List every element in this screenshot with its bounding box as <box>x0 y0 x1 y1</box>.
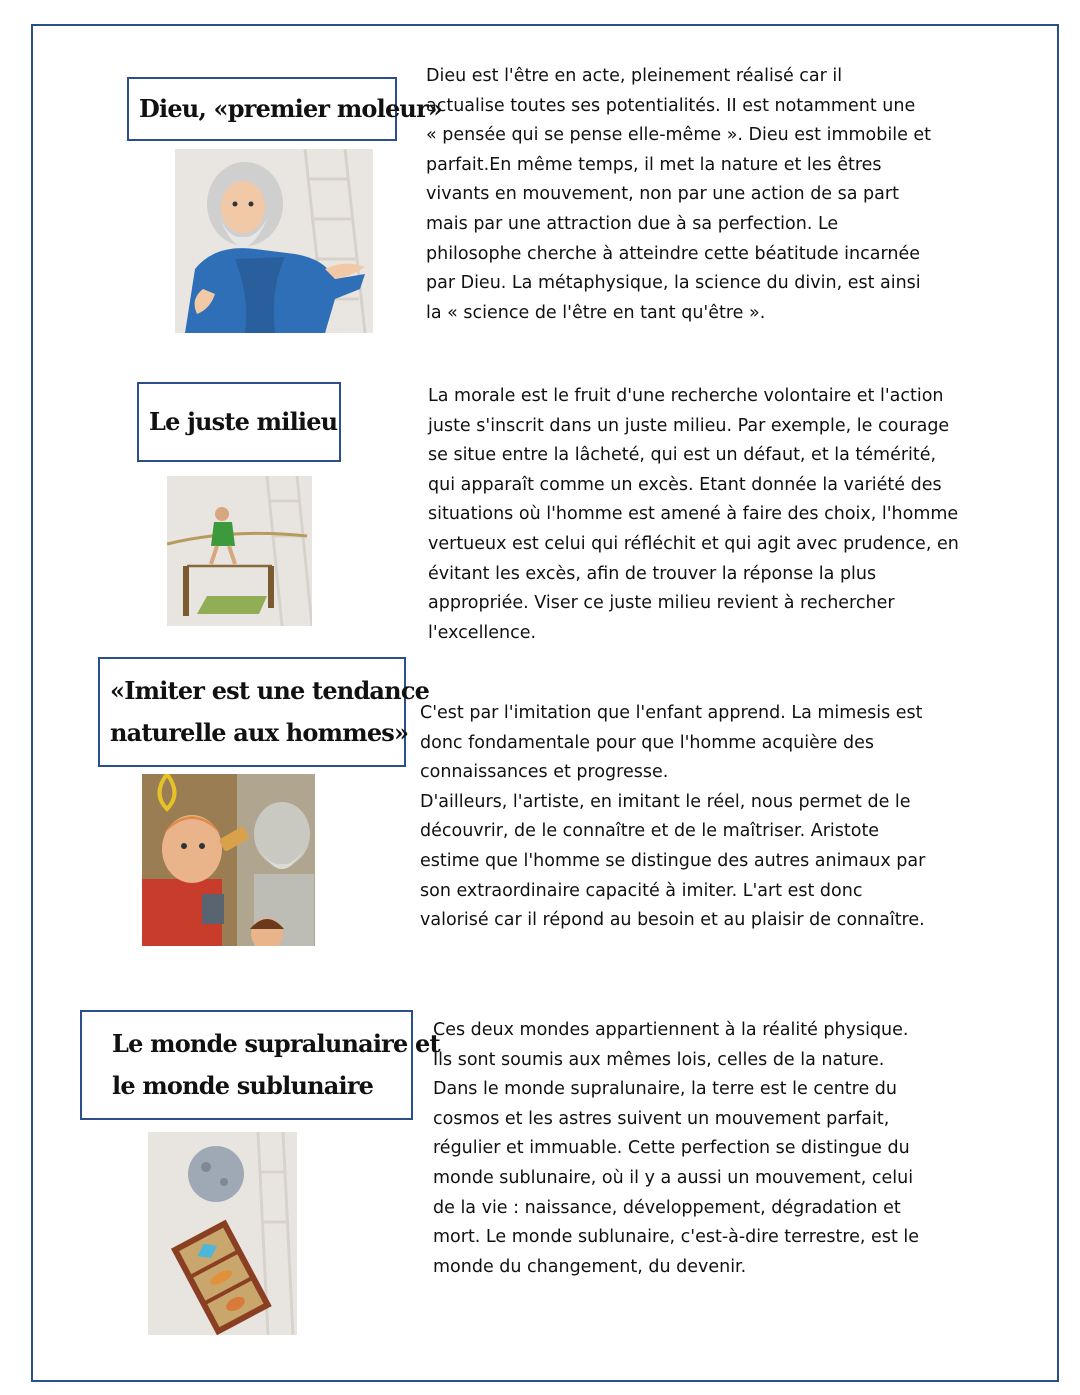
sculptor-bust-icon <box>142 774 315 946</box>
section-paragraph-mondes: Ces deux mondes appartiennent à la réalité physique. Ils sont soumis aux mêmes lois, celles de la nature. Dans le monde supralunaire, la terre est le centre du cosmos et les astres suivent un mouvement parfait, régulier et immuable. Cette perfection se distingue du monde sublunaire, où il y a aussi un mouvement, celui de la vie : naissance, développement, dégradation et mort. Le monde sublunaire, c'est-à-dire terrestre, est le monde du changement, du devenir. <box>433 1020 919 1277</box>
section-title-text: Dieu, «premier moleur» <box>139 94 443 123</box>
section-title-line: Le monde supralunaire et <box>112 1029 440 1058</box>
section-title-text: Le juste milieu <box>149 407 338 436</box>
section-title-mondes <box>80 1010 440 1120</box>
tightrope-walker-icon <box>167 476 312 626</box>
section-title-imiter <box>98 657 430 767</box>
section-paragraph-imiter: C'est par l'imitation que l'enfant apprend. La mimesis est donc fondamentale pour que l'homme acquière des connaissances et progresse. D'ailleurs, l'artiste, en imitant le réel, nous permet de le découvrir, de le connaître et de le maîtriser. Aristote estime que l'homme se distingue des autres animaux par son extraordinaire capacité à imiter. L'art est donc valorisé car il répond au besoin et au plaisir de connaître. <box>420 703 926 931</box>
section-paragraph-juste-milieu: La morale est le fruit d'une recherche volontaire et l'action juste s'inscrit dans un juste milieu. Par exemple, le courage se situe entre la lâcheté, qui est un défaut, et la témérité, qui apparaît comme un excès. Etant donnée la variété des situations où l'homme est amené à faire des choix, l'homme vertueux est celui qui réfléchit et qui agit avec prudence, en évitant les excès, afin de trouver la réponse la plus appropriée. Viser ce juste milieu revient à rechercher l'excellence. <box>428 386 959 643</box>
section-title-line: le monde sublunaire <box>112 1071 374 1100</box>
section-title-juste-milieu <box>137 382 341 462</box>
bearded-philosopher-icon <box>175 149 373 333</box>
section-title-line: «Imiter est une tendance <box>110 676 430 705</box>
section-title-line: naturelle aux hommes» <box>110 718 409 747</box>
section-paragraph-premier-moteur: Dieu est l'être en acte, pleinement réalisé car il actualise toutes ses potentialités. II est notamment une « pensée qui se pense elle-même ». Dieu est immobile et parfait.En même temps, il met la nature et les êtres vivants en mouvement, non par une action de sa part mais par une attraction due à sa perfection. Le philosophe cherche à atteindre cette béatitude incarnée par Dieu. La métaphysique, la science du divin, est ainsi la « science de l'être en tant qu'être ». <box>426 66 932 323</box>
moon-and-box-icon <box>148 1132 297 1335</box>
section-title-premier-moteur <box>127 77 443 141</box>
